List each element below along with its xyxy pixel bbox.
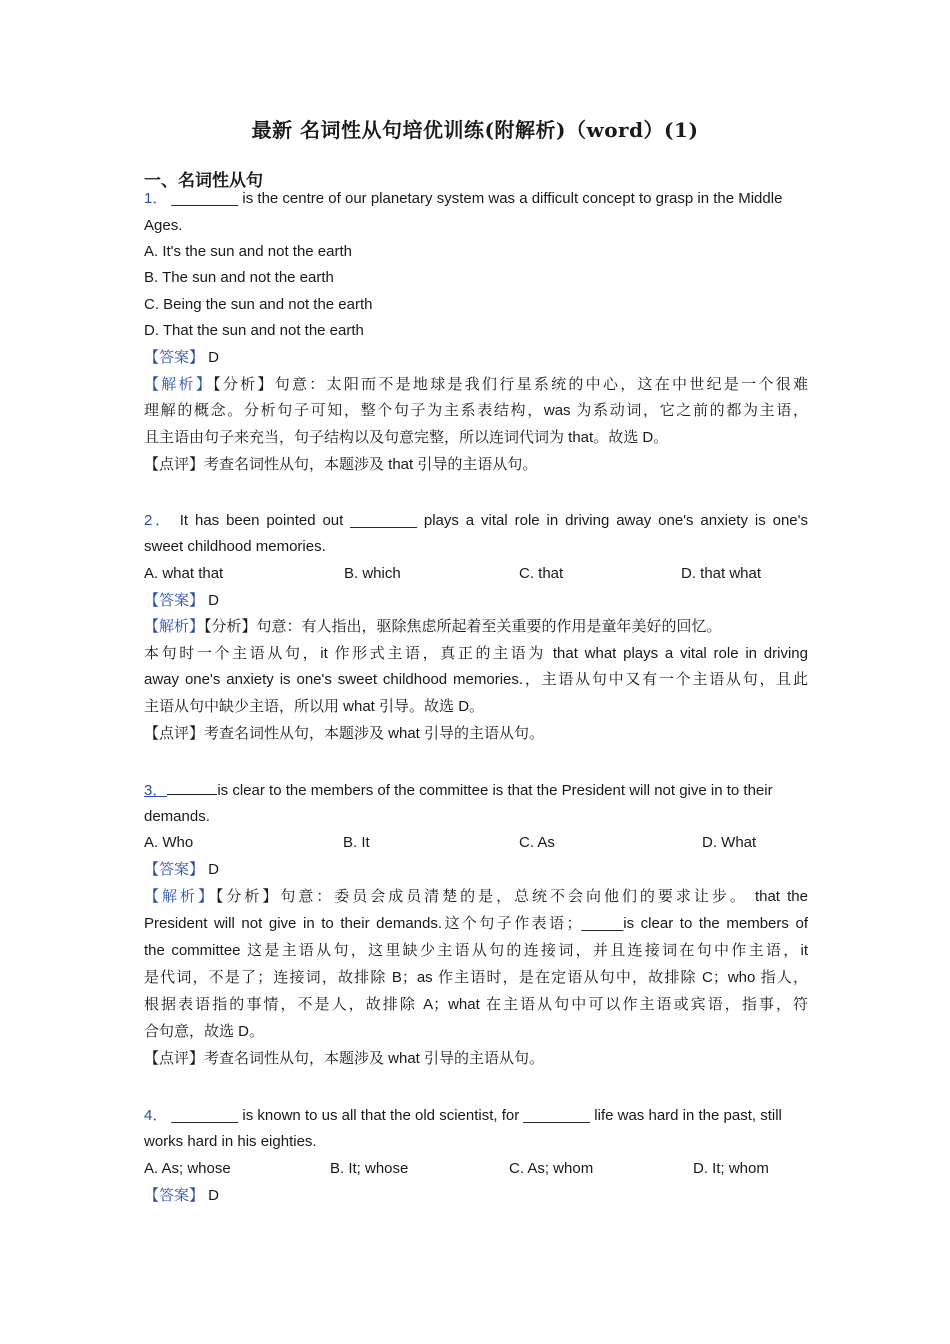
- q3-stem-line-1: 3． is clear to the members of the committee is that the President will not give in to their: [144, 782, 773, 799]
- q2-option-d: D. that what: [681, 565, 762, 582]
- q2-analysis-line-4: 主语从句中缺少主语，所以用 what 引导。故选 D。: [144, 698, 485, 715]
- q2-stem-line-1: 2． It has been pointed out ________ plays a vital role in driving away one's anxiety is one's: [144, 512, 808, 529]
- q3-comment: 【点评】考查名词性从句，本题涉及 what 引导的主语从句。: [144, 1050, 545, 1067]
- q2-option-c: C. that: [519, 565, 564, 582]
- q4-answer: 【答案】 D: [144, 1187, 220, 1204]
- q3-analysis-line-3: the committee 这是主语从句，这里缺少主语从句的连接词，并且连接词在句中作主语，it: [144, 942, 808, 959]
- q3-option-c: C. As: [519, 834, 555, 851]
- q3-analysis-line-2: President will not give in to their demands.这个句子作表语；_____is clear to the members of: [144, 915, 808, 932]
- q4-number: 4．: [144, 1107, 168, 1124]
- q2-analysis-line-3: away one's anxiety is one's sweet childhood memories.，主语从句中又有一个主语从句，且此: [144, 671, 808, 688]
- q2-analysis-line-1: 【解析】【分析】句意：有人指出，驱除焦虑所起着至关重要的作用是童年美好的回忆。: [144, 618, 722, 635]
- q4-option-b: B. It; whose: [330, 1160, 409, 1177]
- q2-analysis-line-2: 本句时一个主语从句，it 作形式主语，真正的主语为 that what plays a vital role in driving: [144, 645, 808, 662]
- q3-analysis-line-1: 【解析】【分析】句意：委员会成员清楚的是，总统不会向他们的要求让步。 that the: [144, 888, 808, 905]
- q3-analysis-line-5: 根据表语指的事情，不是人，故排除 A；what 在主语从句中可以作主语或宾语，指事，符: [144, 996, 808, 1013]
- q1-stem-line-2: Ages.: [144, 217, 183, 234]
- q3-blank: [167, 780, 217, 795]
- q4-option-d: D. It; whom: [693, 1160, 769, 1177]
- q3-stem-line-2: demands.: [144, 808, 210, 825]
- q3-option-b: B. It: [343, 834, 370, 851]
- q1-answer: 【答案】 D: [144, 349, 220, 366]
- q3-analysis-line-4: 是代词，不是了；连接词，故排除 B；as 作主语时，是在定语从句中，故排除 C；who 指人，: [144, 969, 808, 986]
- q2-comment: 【点评】考查名词性从句，本题涉及 what 引导的主语从句。: [144, 725, 545, 742]
- q3-number: 3．: [144, 782, 168, 799]
- q3-analysis-line-6: 合句意，故选 D。: [144, 1023, 265, 1040]
- q3-option-a: A. Who: [144, 834, 194, 851]
- q4-stem-line-2: works hard in his eighties.: [144, 1133, 317, 1150]
- q1-option-b: B. The sun and not the earth: [144, 269, 334, 286]
- q2-option-b: B. which: [344, 565, 401, 582]
- q1-option-d: D. That the sun and not the earth: [144, 322, 364, 339]
- q2-answer: 【答案】 D: [144, 592, 220, 609]
- q1-stem-line-1: 1． ________ is the centre of our planetary system was a difficult concept to grasp in the Middle: [144, 190, 783, 207]
- q2-stem-line-2: sweet childhood memories.: [144, 538, 326, 555]
- q3-option-d: D. What: [702, 834, 757, 851]
- q1-analysis-line-1: 【解析】【分析】句意：太阳而不是地球是我们行星系统的中心，这在中世纪是一个很难: [144, 376, 808, 393]
- q1-analysis-line-2: 理解的概念。分析句子可知，整个句子为主系表结构，was 为系动词，它之前的都为主语，: [144, 402, 808, 419]
- document-title: 最新 名词性从句培优训练(附解析)（word）(1): [251, 118, 699, 142]
- q1-option-a: A. It's the sun and not the earth: [144, 243, 353, 260]
- q1-option-c: C. Being the sun and not the earth: [144, 296, 373, 313]
- q4-stem-line-1: 4． ________ is known to us all that the old scientist, for ________ life was hard in the past, still: [144, 1107, 782, 1124]
- q4-option-a: A. As; whose: [144, 1160, 231, 1177]
- q2-number: 2．: [144, 512, 173, 529]
- q3-answer: 【答案】 D: [144, 861, 220, 878]
- q4-option-c: C. As; whom: [509, 1160, 594, 1177]
- q1-number: 1．: [144, 190, 168, 207]
- section-heading: 一、名词性从句: [144, 171, 263, 191]
- q1-analysis-line-3: 且主语由句子来充当，句子结构以及句意完整，所以连词代词为 that。故选 D。: [144, 429, 669, 446]
- q2-option-a: A. what that: [144, 565, 224, 582]
- q1-comment: 【点评】考查名词性从句，本题涉及 that 引导的主语从句。: [144, 456, 538, 473]
